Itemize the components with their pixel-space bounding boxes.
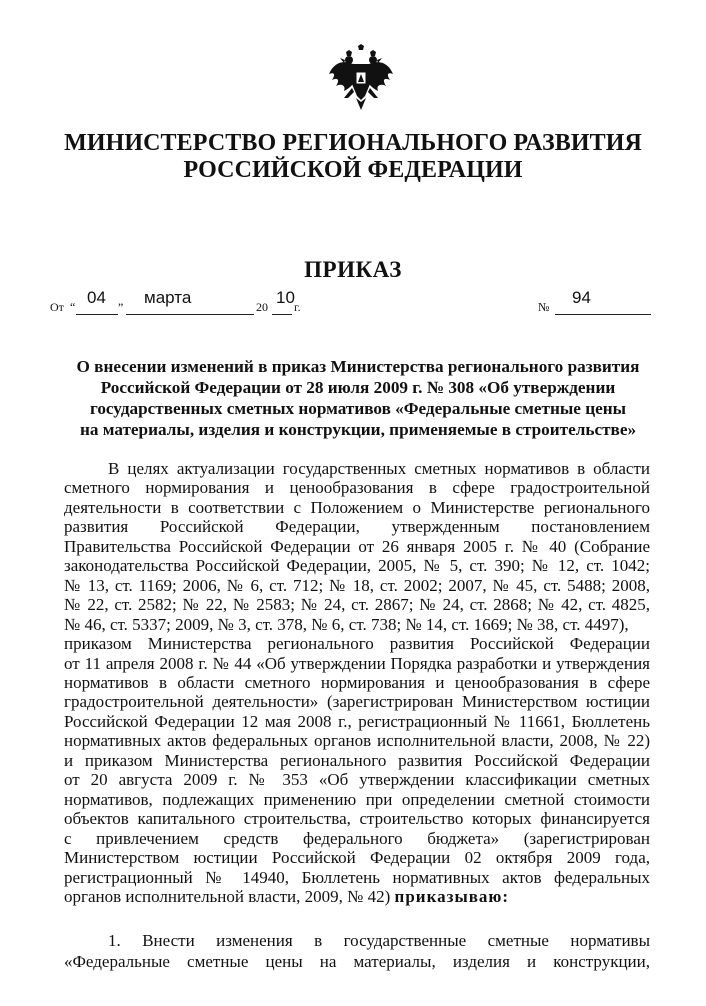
body-line: нормативных актов федеральных органов исполнительной власти, 2008, № 22) (64, 731, 650, 751)
body-line: Правительства Российской Федерации от 26 января 2005 г. № 40 (Собрание (64, 536, 650, 556)
body-line: регистрационный № 14940, Бюллетень нормативных актов федеральных (64, 867, 650, 887)
date-month: марта (144, 288, 192, 307)
number-underline (555, 314, 651, 315)
body-line: № 13, ст. 1169; 2006, № 6, ст. 712; № 18, ст. 2002; 2007, № 45, ст. 5488; 2008, (64, 575, 650, 595)
date-ot-label: От (50, 300, 64, 314)
day-underline (76, 314, 118, 315)
ministry-name-line2: РОССИЙСКОЙ ФЕДЕРАЦИИ (183, 157, 523, 183)
year-underline (272, 314, 292, 315)
subject-line: Российской Федерации от 28 июля 2009 г. № 308 «Об утверждении (100, 378, 616, 397)
item-line: «Федеральные сметные цены на материалы, изделия и конструкции, (64, 952, 650, 971)
ministry-name (0, 130, 706, 184)
body-line-final (64, 887, 650, 906)
date-year-abbr: г. (294, 300, 301, 314)
number-label: № (538, 300, 550, 314)
order-number: 94 (572, 288, 591, 307)
body-line: Министерством юстиции Российской Федерации 02 октября 2009 года, (64, 848, 650, 868)
body-line: органов исполнительной власти, 2009, № 42) (64, 886, 391, 906)
body-line: развития Российской Федерации, утвержденным постановлением (64, 517, 650, 537)
body-line: от 11 апреля 2008 г. № 44 «Об утверждении Порядка разработки и утверждения (64, 653, 650, 673)
body-line: нормативов в области сметного нормирования и ценообразования в сфере (64, 672, 650, 692)
body-line: деятельности в соответствии с Положением о Министерстве регионального (64, 497, 650, 517)
body-line: № 46, ст. 5337; 2009, № 3, ст. 378, № 6, ст. 738; № 14, ст. 1669; № 38, ст. 4497), (64, 614, 629, 634)
date-year-prefix: 20 (256, 300, 268, 314)
date-open-quote: “ (70, 300, 76, 314)
body-line: В целях актуализации государственных сметных нормативов в области (108, 459, 650, 478)
date-day: 04 (87, 288, 106, 307)
body-line: с привлечением средств федерального бюджета» (зарегистрирован (64, 828, 650, 848)
item-line: 1. Внести изменения в государственные сметные нормативы (108, 931, 650, 950)
order-subject (68, 356, 648, 440)
body-line: № 22, ст. 2582; № 22, № 2583; № 24, ст. 2867; № 24, ст. 2868; № 42, ст. 4825, (64, 595, 650, 615)
date-number-line (0, 286, 706, 320)
month-underline (126, 314, 254, 315)
document-type-title: ПРИКАЗ (304, 257, 402, 282)
subject-line: О внесении изменений в приказ Министерства регионального развития (76, 357, 640, 376)
subject-line: государственных сметных нормативов «Федеральные сметные цены (89, 399, 627, 418)
order-word: приказываю: (394, 886, 510, 906)
body-line: Российской Федерации 12 мая 2008 г., регистрационный № 11661, Бюллетень (64, 711, 650, 731)
preamble-text (64, 459, 650, 906)
body-line: законодательства Российской Федерации, 2005, № 5, ст. 390; № 12, ст. 1042; (64, 556, 650, 576)
order-item-1 (64, 930, 650, 972)
body-line: от 20 августа 2009 г. № 353 «Об утверждении классификации сметных (64, 770, 650, 790)
body-line: нормативов, подлежащих применению при определении сметной стоимости (64, 789, 650, 809)
date-year-suffix: 10 (276, 288, 295, 307)
ministry-name-line1: МИНИСТЕРСТВО РЕГИОНАЛЬНОГО РАЗВИТИЯ (64, 130, 642, 156)
body-line: объектов капитального строительства, строительство которых финансируется (64, 809, 650, 829)
subject-line: на материалы, изделия и конструкции, применяемые в строительстве» (79, 420, 637, 439)
body-line: сметного нормирования и ценообразования в сфере градостроительной (64, 478, 650, 498)
body-line: градостроительной деятельности» (зарегистрирован Министерством юстиции (64, 692, 650, 712)
date-close-quote: ” (118, 300, 124, 314)
body-line: приказом Министерства регионального развития Российской Федерации (64, 634, 650, 654)
coat-of-arms-emblem (326, 44, 396, 112)
body-line: и приказом Министерства регионального развития Российской Федерации (64, 750, 650, 770)
